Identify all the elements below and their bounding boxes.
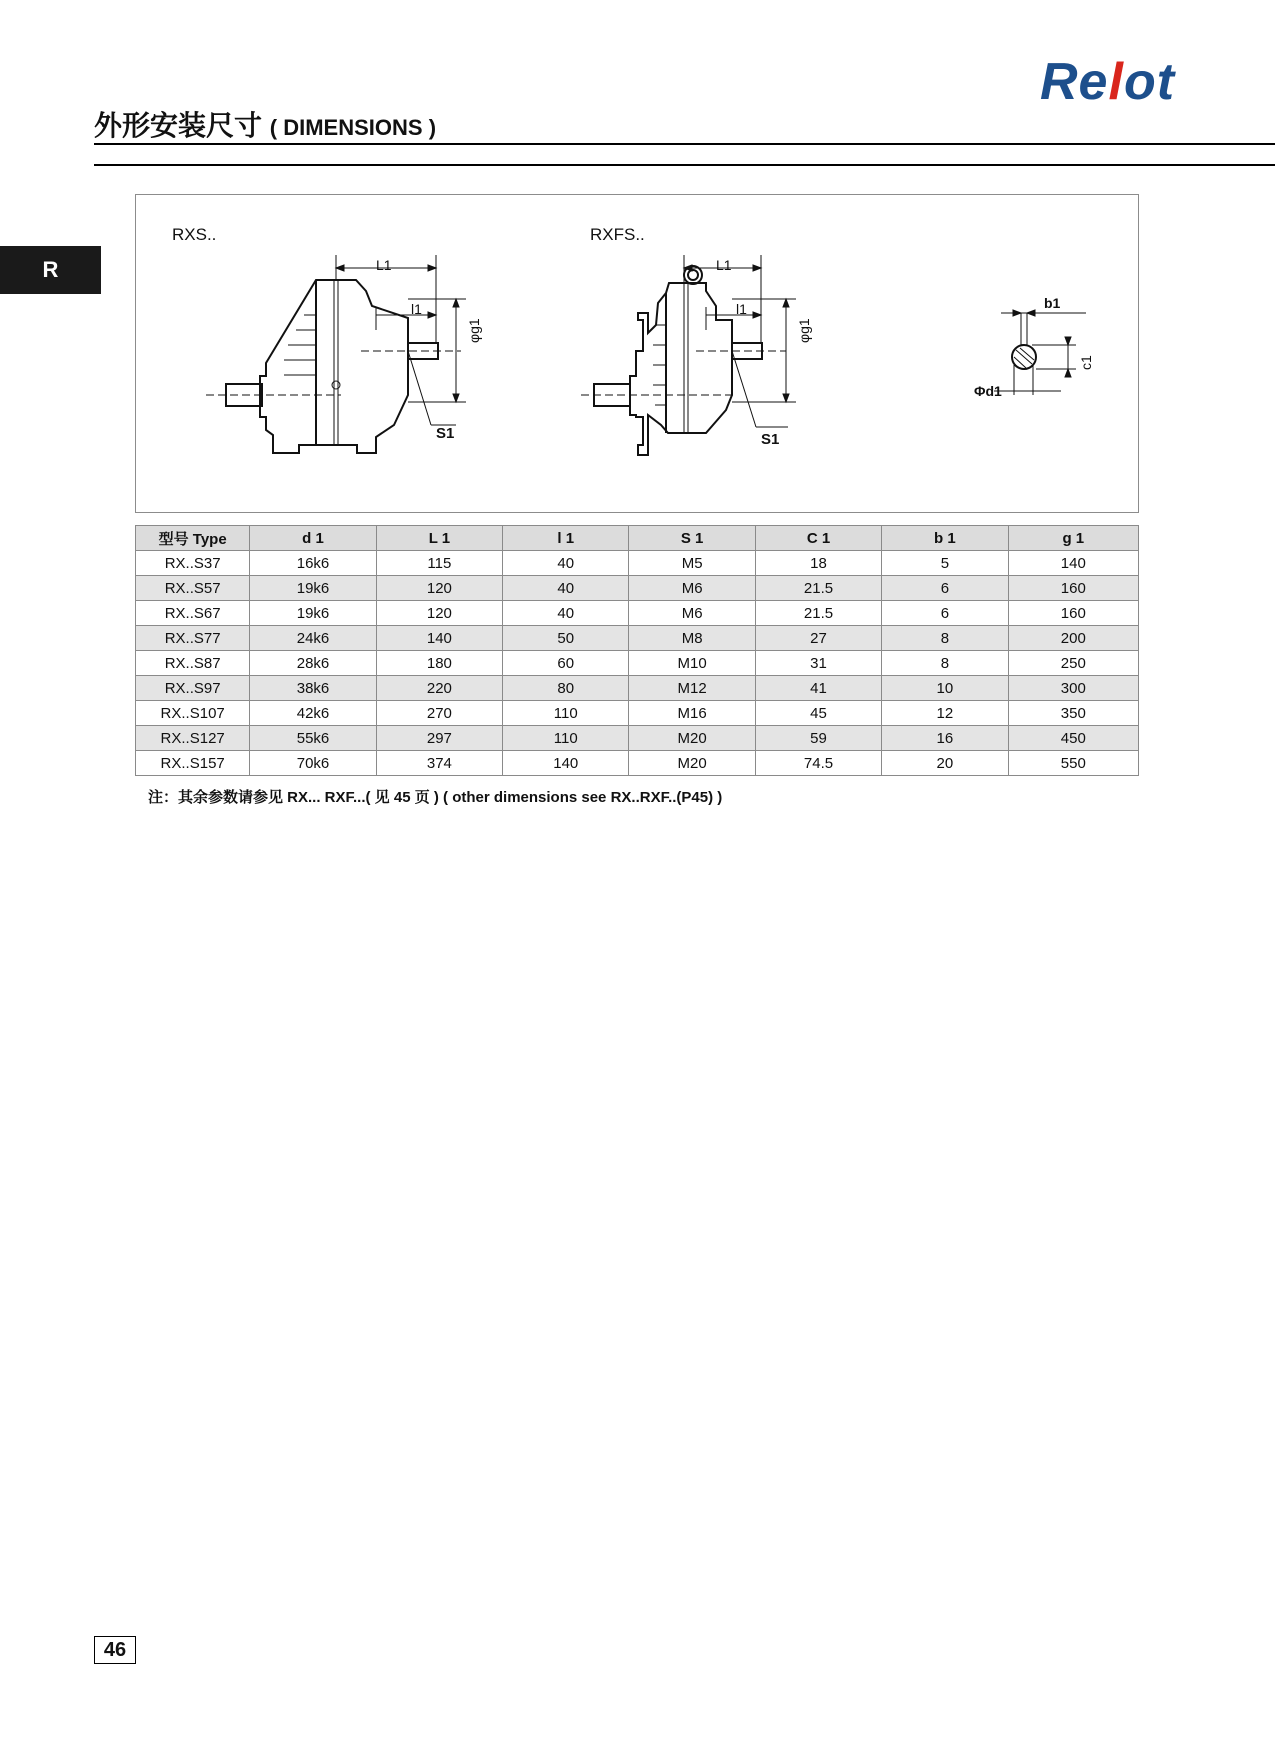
col-g1: g 1 bbox=[1008, 526, 1138, 551]
rxfs-dim-S1: S1 bbox=[761, 431, 780, 448]
cell-S1: M12 bbox=[629, 676, 755, 701]
page-title-en: ( DIMENSIONS ) bbox=[269, 115, 437, 140]
cell-l1: 40 bbox=[503, 576, 629, 601]
cell-d1: 70k6 bbox=[250, 751, 376, 776]
col-d1: d 1 bbox=[250, 526, 376, 551]
cell-C1: 27 bbox=[755, 626, 881, 651]
rxfs-gearbox-drawing bbox=[581, 266, 786, 455]
cell-d1: 16k6 bbox=[250, 551, 376, 576]
relot-logo: Relot bbox=[1040, 53, 1176, 111]
cell-g1: 200 bbox=[1008, 626, 1138, 651]
rxs-dim-l1: l1 bbox=[411, 301, 422, 317]
cell-C1: 21.5 bbox=[755, 576, 881, 601]
cell-d1: 19k6 bbox=[250, 601, 376, 626]
col-type: 型号 Type bbox=[136, 526, 250, 551]
cell-d1: 19k6 bbox=[250, 576, 376, 601]
rxs-dim-L1: L1 bbox=[376, 257, 392, 273]
drawing-panel bbox=[135, 194, 1139, 513]
shaft-key-detail bbox=[994, 310, 1086, 395]
key-dim-d1: Φd1 bbox=[974, 383, 1002, 399]
cell-l1: 80 bbox=[503, 676, 629, 701]
page-title-cn: 外形安装尺寸 bbox=[94, 110, 263, 141]
cell-g1: 250 bbox=[1008, 651, 1138, 676]
col-S1: S 1 bbox=[629, 526, 755, 551]
table-row bbox=[136, 676, 1139, 701]
cell-g1: 550 bbox=[1008, 751, 1138, 776]
cell-type: RX..S97 bbox=[136, 676, 250, 701]
header-rule-top bbox=[94, 143, 1275, 145]
cell-type: RX..S57 bbox=[136, 576, 250, 601]
cell-l1: 140 bbox=[503, 751, 629, 776]
cell-C1: 21.5 bbox=[755, 601, 881, 626]
cell-L1: 120 bbox=[376, 601, 502, 626]
cell-C1: 18 bbox=[755, 551, 881, 576]
header-rule-bottom bbox=[94, 164, 1275, 166]
cell-b1: 5 bbox=[882, 551, 1008, 576]
table-row bbox=[136, 576, 1139, 601]
key-dim-c1: c1 bbox=[1078, 355, 1094, 370]
cell-L1: 120 bbox=[376, 576, 502, 601]
table-row bbox=[136, 751, 1139, 776]
cell-b1: 6 bbox=[882, 601, 1008, 626]
cell-g1: 450 bbox=[1008, 726, 1138, 751]
cell-d1: 28k6 bbox=[250, 651, 376, 676]
cell-type: RX..S107 bbox=[136, 701, 250, 726]
cell-S1: M20 bbox=[629, 751, 755, 776]
cell-L1: 220 bbox=[376, 676, 502, 701]
table-row bbox=[136, 726, 1139, 751]
cell-C1: 45 bbox=[755, 701, 881, 726]
cell-b1: 12 bbox=[882, 701, 1008, 726]
table-row bbox=[136, 626, 1139, 651]
cell-S1: M16 bbox=[629, 701, 755, 726]
cell-C1: 41 bbox=[755, 676, 881, 701]
cell-l1: 40 bbox=[503, 551, 629, 576]
cell-l1: 60 bbox=[503, 651, 629, 676]
table-row bbox=[136, 601, 1139, 626]
cell-d1: 24k6 bbox=[250, 626, 376, 651]
cell-type: RX..S157 bbox=[136, 751, 250, 776]
col-L1: L 1 bbox=[376, 526, 502, 551]
cell-C1: 59 bbox=[755, 726, 881, 751]
cell-d1: 42k6 bbox=[250, 701, 376, 726]
cell-C1: 74.5 bbox=[755, 751, 881, 776]
cell-g1: 140 bbox=[1008, 551, 1138, 576]
cell-S1: M6 bbox=[629, 601, 755, 626]
cell-b1: 20 bbox=[882, 751, 1008, 776]
cell-L1: 297 bbox=[376, 726, 502, 751]
col-C1: C 1 bbox=[755, 526, 881, 551]
cell-S1: M6 bbox=[629, 576, 755, 601]
cell-S1: M10 bbox=[629, 651, 755, 676]
rxs-label: RXS.. bbox=[172, 225, 217, 244]
cell-L1: 270 bbox=[376, 701, 502, 726]
table-row bbox=[136, 701, 1139, 726]
key-dim-b1: b1 bbox=[1044, 295, 1061, 311]
cell-l1: 110 bbox=[503, 726, 629, 751]
cell-C1: 31 bbox=[755, 651, 881, 676]
section-tab[interactable]: R bbox=[0, 246, 101, 294]
rxfs-label: RXFS.. bbox=[590, 225, 645, 244]
cell-L1: 140 bbox=[376, 626, 502, 651]
cell-g1: 160 bbox=[1008, 576, 1138, 601]
cell-l1: 50 bbox=[503, 626, 629, 651]
rxfs-dim-L1: L1 bbox=[716, 257, 732, 273]
cell-S1: M5 bbox=[629, 551, 755, 576]
page-number: 46 bbox=[94, 1636, 136, 1664]
cell-g1: 350 bbox=[1008, 701, 1138, 726]
cell-g1: 300 bbox=[1008, 676, 1138, 701]
cell-d1: 55k6 bbox=[250, 726, 376, 751]
rxs-dim-S1: S1 bbox=[436, 425, 455, 442]
table-row bbox=[136, 651, 1139, 676]
cell-l1: 110 bbox=[503, 701, 629, 726]
page-title bbox=[94, 104, 436, 144]
cell-l1: 40 bbox=[503, 601, 629, 626]
cell-d1: 38k6 bbox=[250, 676, 376, 701]
cell-type: RX..S37 bbox=[136, 551, 250, 576]
cell-b1: 16 bbox=[882, 726, 1008, 751]
cell-type: RX..S127 bbox=[136, 726, 250, 751]
cell-b1: 8 bbox=[882, 651, 1008, 676]
table-header-row bbox=[136, 526, 1139, 551]
cell-S1: M20 bbox=[629, 726, 755, 751]
rxfs-dim-g1: φg1 bbox=[796, 318, 812, 343]
cell-type: RX..S67 bbox=[136, 601, 250, 626]
cell-L1: 374 bbox=[376, 751, 502, 776]
footnote: 注：其余参数请参见 RX... RXF...( 见 45 页 ) ( other dimensions see RX..RXF..(P45) ) bbox=[148, 789, 723, 806]
cell-b1: 6 bbox=[882, 576, 1008, 601]
table-row bbox=[136, 551, 1139, 576]
cell-b1: 10 bbox=[882, 676, 1008, 701]
cell-S1: M8 bbox=[629, 626, 755, 651]
cell-b1: 8 bbox=[882, 626, 1008, 651]
dimensions-table bbox=[135, 525, 1139, 776]
cell-g1: 160 bbox=[1008, 601, 1138, 626]
cell-type: RX..S77 bbox=[136, 626, 250, 651]
cell-type: RX..S87 bbox=[136, 651, 250, 676]
rxfs-dim-l1: l1 bbox=[736, 301, 747, 317]
rxs-dim-g1: φg1 bbox=[466, 318, 482, 343]
cell-L1: 180 bbox=[376, 651, 502, 676]
cell-L1: 115 bbox=[376, 551, 502, 576]
col-b1: b 1 bbox=[882, 526, 1008, 551]
col-l1: l 1 bbox=[503, 526, 629, 551]
rxs-gearbox-drawing bbox=[206, 280, 461, 453]
